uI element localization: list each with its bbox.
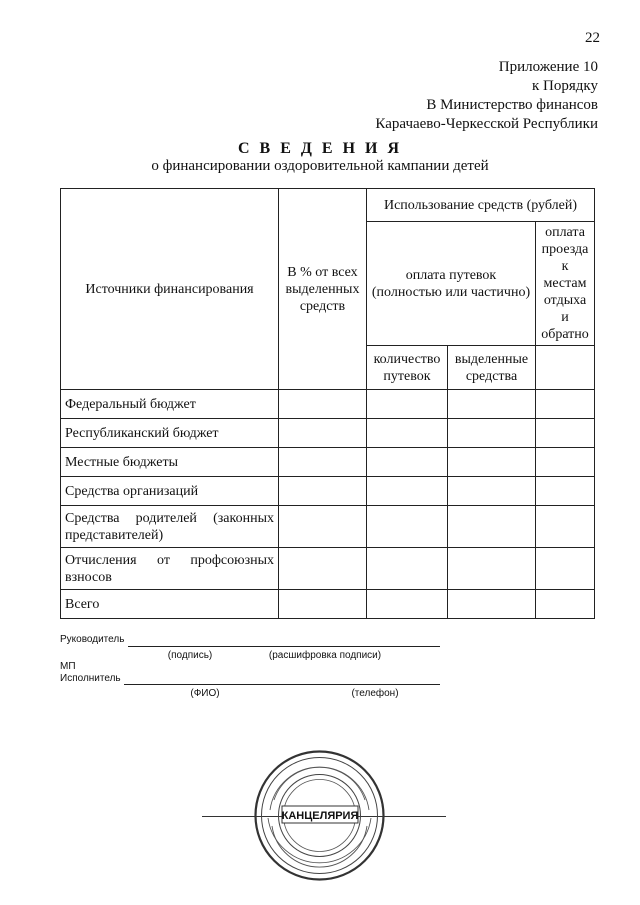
header-vouchers: оплата путевок (полностью или частично)	[367, 222, 536, 346]
table-cell	[536, 390, 595, 419]
executor-label: Исполнитель	[60, 673, 121, 684]
table-cell	[536, 590, 595, 619]
row-label: Федеральный бюджет	[61, 390, 279, 419]
phone-caption: (телефон)	[351, 688, 399, 699]
table-cell	[367, 419, 448, 448]
appendix-block	[375, 58, 598, 134]
table-row	[61, 477, 595, 506]
table-row	[61, 548, 595, 590]
table-cell	[279, 390, 367, 419]
table-cell	[448, 590, 536, 619]
row-label: Средства организаций	[61, 477, 279, 506]
table-cell	[279, 506, 367, 548]
table-cell	[367, 448, 448, 477]
header-count: количество путевок	[367, 346, 448, 390]
stamp-center-text: КАНЦЕЛЯРИЯ	[281, 810, 359, 822]
table-row	[61, 590, 595, 619]
row-label: Средства родителей (законных представителей)	[61, 506, 279, 548]
row-label: Отчисления от профсоюзных взносов	[61, 548, 279, 590]
financing-table	[60, 188, 595, 619]
table-cell	[536, 419, 595, 448]
table-cell	[367, 590, 448, 619]
table-cell	[279, 477, 367, 506]
header-sources: Источники финансирования	[61, 189, 279, 390]
row-label: Всего	[61, 590, 279, 619]
office-stamp	[252, 748, 387, 883]
head-signature-line	[128, 646, 440, 647]
appendix-line-2: к Порядку	[532, 78, 598, 94]
table-cell	[448, 477, 536, 506]
header-travel-empty	[536, 346, 595, 390]
mp-label: МП	[60, 661, 76, 672]
table-cell	[279, 548, 367, 590]
table-cell	[448, 419, 536, 448]
page-number: 22	[585, 30, 600, 46]
table-cell	[536, 477, 595, 506]
executor-signature-line	[124, 684, 440, 685]
table-row	[61, 506, 595, 548]
header-percent: В % от всех выделенных средств	[279, 189, 367, 390]
header-allocated: выделенные средства	[448, 346, 536, 390]
row-label: Республиканский бюджет	[61, 419, 279, 448]
table-cell	[279, 419, 367, 448]
decode-caption: (расшифровка подписи)	[268, 650, 382, 661]
table-cell	[448, 390, 536, 419]
fio-caption: (ФИО)	[190, 688, 220, 699]
appendix-line-1: Приложение 10	[498, 59, 598, 75]
table-cell	[367, 506, 448, 548]
table-cell	[367, 548, 448, 590]
table-cell	[279, 448, 367, 477]
table-cell	[448, 448, 536, 477]
table-row	[61, 419, 595, 448]
sign-caption: (подпись)	[167, 650, 213, 661]
table-cell	[367, 390, 448, 419]
table-row	[61, 390, 595, 419]
table-cell	[536, 448, 595, 477]
appendix-line-4: Карачаево-Черкесской Республики	[375, 116, 598, 132]
table-cell	[367, 477, 448, 506]
appendix-line-3: В Министерство финансов	[426, 97, 598, 113]
row-label: Местные бюджеты	[61, 448, 279, 477]
document-subtitle: о финансировании оздоровительной кампании детей	[151, 158, 489, 174]
table-cell	[536, 506, 595, 548]
table-cell	[448, 506, 536, 548]
table-cell	[279, 590, 367, 619]
header-travel: оплата проезда к местам отдыха и обратно	[536, 222, 595, 346]
table-row	[61, 448, 595, 477]
head-label: Руководитель	[60, 634, 125, 645]
table-cell	[536, 548, 595, 590]
header-usage: Использование средств (рублей)	[367, 189, 595, 222]
table-cell	[448, 548, 536, 590]
document-title: С В Е Д Е Н И Я	[237, 140, 403, 157]
